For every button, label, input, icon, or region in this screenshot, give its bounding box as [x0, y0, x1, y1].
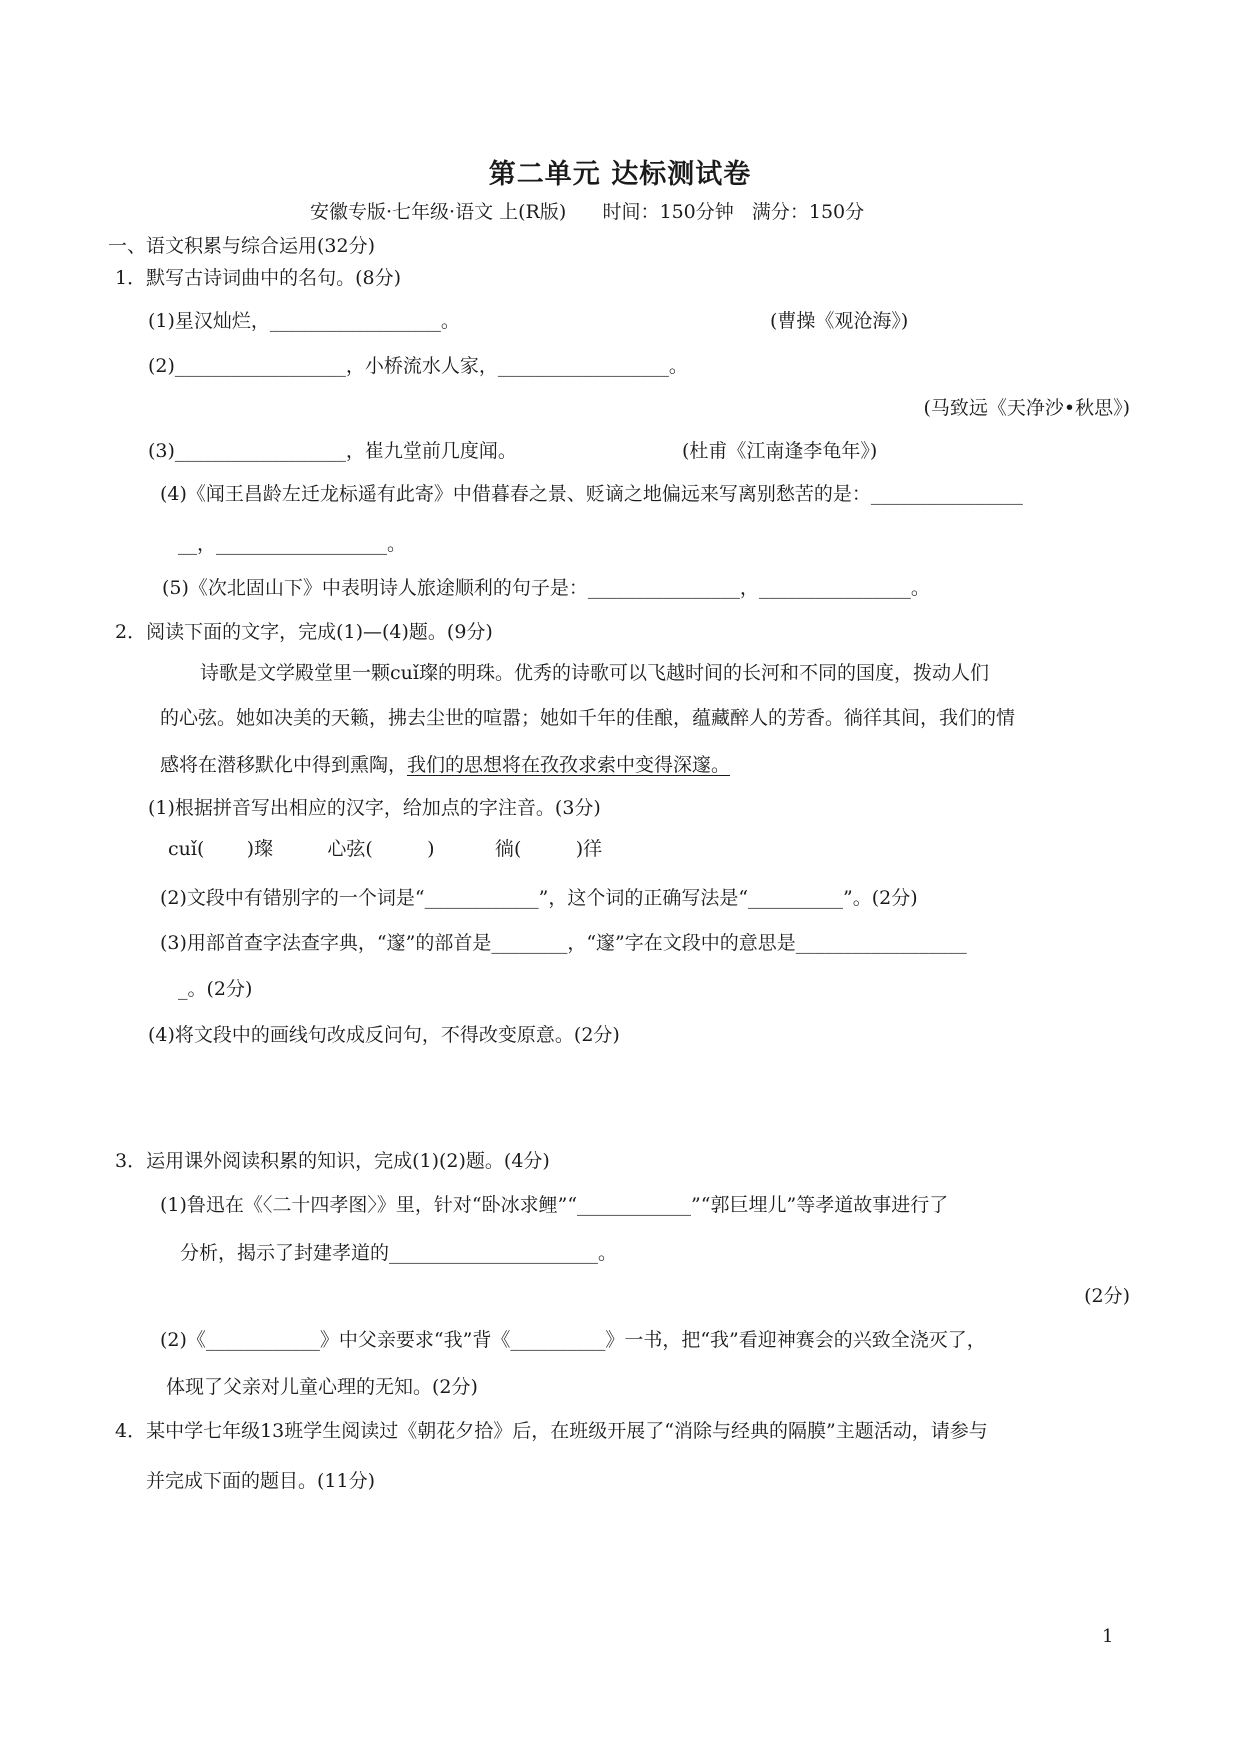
q1-part4-line2: __，__________________。	[178, 533, 407, 555]
q2-sub3-line2: _。(2分)	[178, 978, 253, 1000]
q3-part2-line1: (2)《____________》中父亲要求“我”背《__________》一书，把“我”看迎神赛会的兴致全浇灭了，	[160, 1329, 986, 1351]
section-heading: 一、语文积累与综合运用(32分)	[108, 235, 376, 257]
page-title: 第二单元 达标测试卷	[488, 159, 752, 190]
page-subtitle: 安徽专版·七年级·语文 上(R版) 时间：150分钟 满分：150分	[310, 201, 865, 223]
page-number: 1	[1102, 1626, 1114, 1647]
q1-part3-source: (杜甫《江南逢李龟年》)	[682, 440, 878, 462]
q1-part3: (3)__________________，崔九堂前几度闻。	[148, 440, 517, 462]
q2-passage-line2: 的心弦。她如决美的天籁，拂去尘世的喧嚣；她如千年的佳酿，蕴藏醉人的芳香。徜徉其间，我们的情	[160, 707, 1016, 729]
q4-line2: 并完成下面的题目。(11分)	[146, 1470, 376, 1492]
q3-part2-line2: 体现了父亲对儿童心理的无知。(2分)	[166, 1376, 478, 1398]
q2-passage-text: 感将在潜移默化中得到熏陶，	[160, 754, 408, 776]
q2-sub2: (2)文段中有错别字的一个词是“____________”，这个词的正确写法是“__________”。(2分)	[160, 887, 918, 909]
q3-part1-score: (2分)	[1084, 1285, 1130, 1307]
q2-stem: 2．阅读下面的文字，完成(1)—(4)题。(9分)	[115, 621, 493, 643]
q2-sub1: (1)根据拼音写出相应的汉字，给加点的字注音。(3分)	[148, 797, 601, 819]
q1-stem: 1．默写古诗词曲中的名句。(8分)	[115, 267, 402, 289]
q1-part5: (5)《次北固山下》中表明诗人旅途顺利的句子是：________________，________________。	[162, 577, 930, 599]
q3-part1-line2: 分析，揭示了封建孝道的______________________。	[180, 1242, 618, 1264]
q3-part1-line1: (1)鲁迅在《〈二十四孝图〉》里，针对“卧冰求鲤”“____________”“郭巨埋儿”等孝道故事进行了	[160, 1194, 949, 1216]
q2-passage-line1: 诗歌是文学殿堂里一颗cuǐ璨的明珠。优秀的诗歌可以飞越时间的长河和不同的国度，拨动人们	[200, 662, 989, 684]
q2-sub1-options: cuǐ( )璨 心弦( ) 徜( )徉	[168, 838, 603, 860]
q1-part1: (1)星汉灿烂，__________________。	[148, 310, 460, 332]
q1-part2: (2)__________________，小桥流水人家，__________________。	[148, 355, 688, 377]
q3-stem: 3．运用课外阅读积累的知识，完成(1)(2)题。(4分)	[115, 1150, 550, 1172]
q2-sub4: (4)将文段中的画线句改成反问句，不得改变原意。(2分)	[148, 1024, 620, 1046]
q1-part2-source: (马致远《天净沙•秋思》)	[923, 397, 1130, 419]
q4-line1: 4．某中学七年级13班学生阅读过《朝花夕拾》后，在班级开展了“消除与经典的隔膜”主题活动，请参与	[115, 1420, 988, 1442]
q1-part1-source: (曹操《观沧海》)	[770, 310, 909, 332]
q1-part4-line1: (4)《闻王昌龄左迁龙标遥有此寄》中借暮春之景、贬谪之地偏远来写离别愁苦的是：________________	[160, 483, 1023, 505]
q2-passage-line3	[160, 752, 730, 778]
q2-sub3-line1: (3)用部首查字法查字典，“邃”的部首是________，“邃”字在文段中的意思是__________________	[160, 932, 967, 954]
q2-underlined-sentence: 我们的思想将在孜孜求索中变得深邃。	[407, 754, 731, 776]
